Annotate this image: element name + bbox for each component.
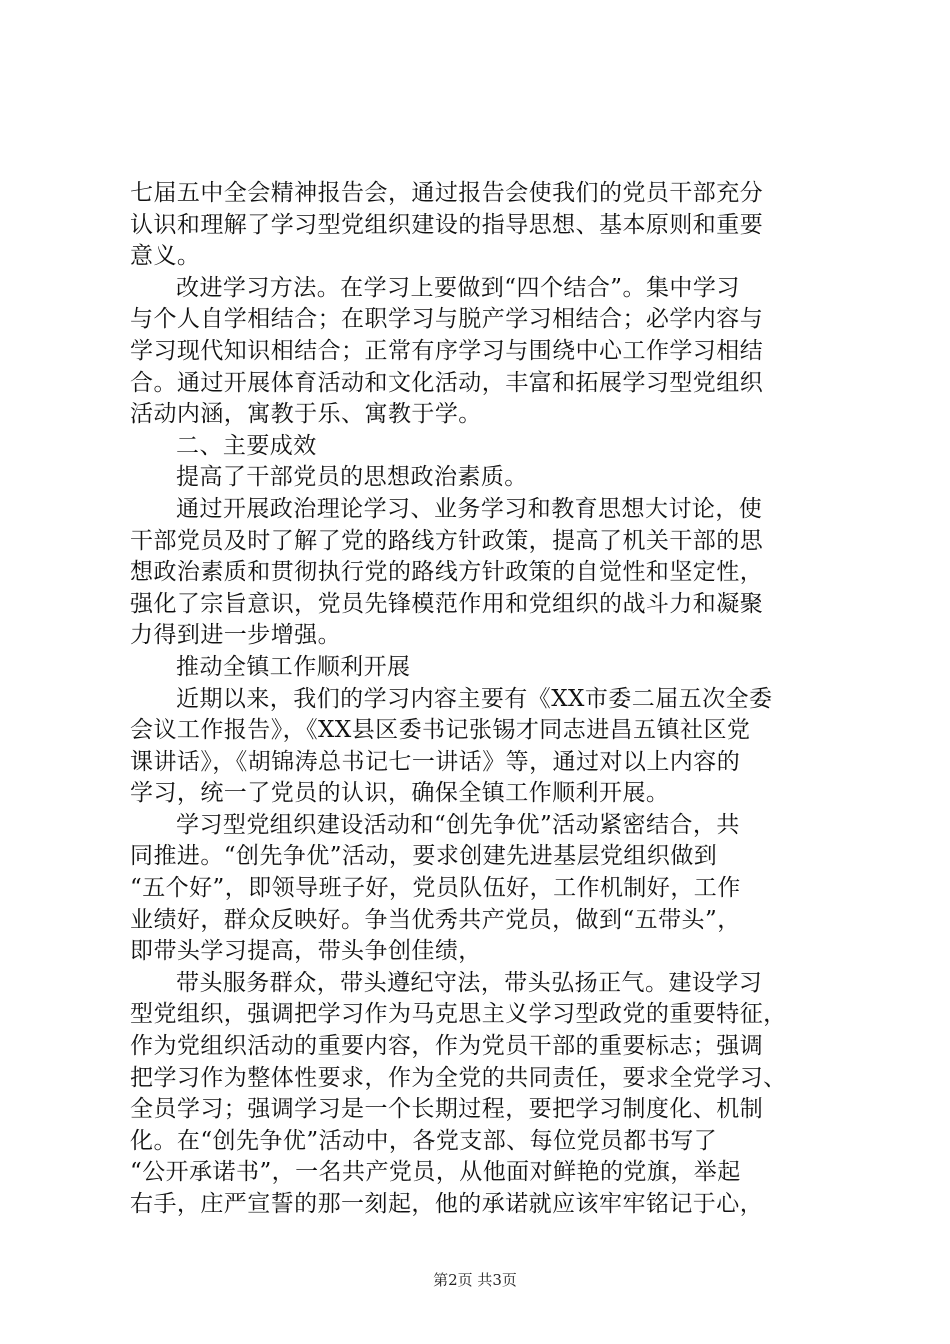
text-line: 把学习作为整体性要求，作为全党的共同责任，要求全党学习、 [130,1064,787,1091]
text-line: 改进学习方法。在学习上要做到“四个结合”。集中学习 [176,274,740,301]
text-line: 提高了干部党员的思想政治素质。 [176,464,528,491]
text-line: 课讲话》，《胡锦涛总书记七一讲话》等，通过对以上内容的 [130,748,741,775]
text-line: 活动内涵，寓教于乐、寓教于学。 [130,401,482,428]
text-line: 右手，庄严宣誓的那一刻起，他的承诺就应该牢牢铭记于心， [130,1191,764,1217]
text-line: 全员学习；强调学习是一个长期过程，要把学习制度化、机制 [130,1096,764,1123]
text-line: 会议工作报告》，《XX县区委书记张锡才同志进昌五镇社区党 [130,717,751,744]
page-footer: 第2页 共3页 [433,1271,517,1289]
text-line: 近期以来，我们的学习内容主要有《XX市委二届五次全委 [176,685,773,712]
text-line: 型党组织，强调把学习作为马克思主义学习型政党的重要特征， [130,1001,787,1028]
text-line: “公开承诺书”，一名共产党员，从他面对鲜艳的党旗，举起 [130,1159,741,1186]
text-line: 即带头学习提高，带头争创佳绩， [130,938,482,965]
text-line: 干部党员及时了解了党的路线方针政策，提高了机关干部的思 [130,527,764,554]
text-line: 带头服务群众，带头遵纪守法，带头弘扬正气。建设学习 [176,969,763,996]
text-line: 学习，统一了党员的认识，确保全镇工作顺利开展。 [130,780,670,807]
text-line: 想政治素质和贯彻执行党的路线方针政策的自觉性和坚定性， [130,559,764,586]
text-line: 推动全镇工作顺利开展 [176,653,411,680]
text-line: 意义。 [130,243,201,270]
text-line: 作为党组织活动的重要内容，作为党员干部的重要标志；强调 [130,1033,764,1060]
text-line: 学习型党组织建设活动和“创先争优”活动紧密结合，共 [176,811,740,838]
text-line: 认识和理解了学习型党组织建设的指导思想、基本原则和重要 [130,211,764,238]
text-line: 力得到进一步增强。 [130,622,342,649]
text-line: 合。通过开展体育活动和文化活动，丰富和拓展学习型党组织 [130,369,764,396]
text-line: 七届五中全会精神报告会，通过报告会使我们的党员干部充分 [130,180,764,206]
text-line: 化。在“创先争优”活动中，各党支部、每位党员都书写了 [130,1127,718,1154]
text-line: 强化了宗旨意识，党员先锋模范作用和党组织的战斗力和凝聚 [130,590,764,617]
body-text [130,178,828,1221]
text-line: “五个好”，即领导班子好，党员队伍好，工作机制好，工作 [130,875,741,902]
text-line: 同推进。“创先争优”活动，要求创建先进基层党组织做到 [130,843,718,870]
text-line: 二、主要成效 [176,432,317,459]
text-line: 与个人自学相结合；在职学习与脱产学习相结合；必学内容与 [130,306,764,333]
text-line: 业绩好，群众反映好。争当优秀共产党员，做到“五带头”， [130,906,741,933]
text-line: 学习现代知识相结合；正常有序学习与围绕中心工作学习相结 [130,337,764,364]
text-line: 通过开展政治理论学习、业务学习和教育思想大讨论，使 [176,495,763,522]
